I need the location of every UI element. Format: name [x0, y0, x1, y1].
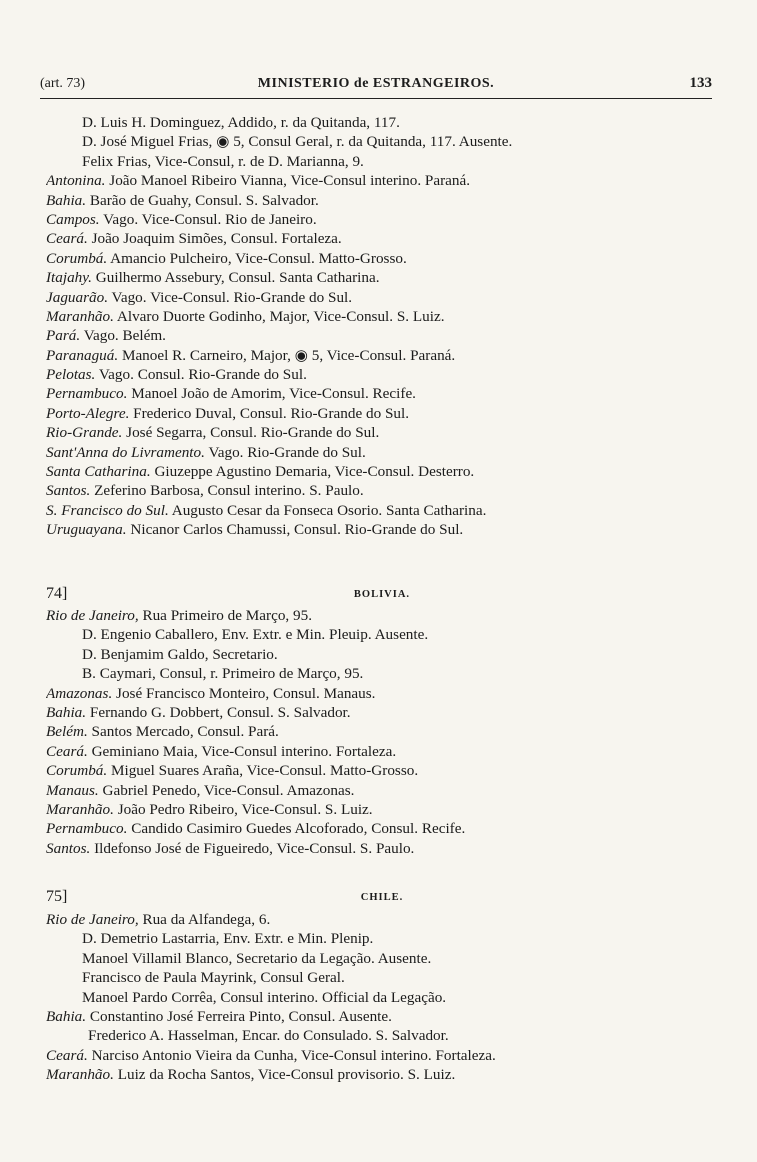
entry-line	[46, 664, 718, 683]
entry-line	[46, 684, 718, 703]
entry-text: Alvaro Duorte Godinho, Major, Vice-Consul. S. Luiz.	[116, 307, 445, 325]
entry-line	[46, 268, 718, 287]
place-label: Manaus.	[46, 781, 99, 799]
place-label: Antonina.	[46, 172, 106, 190]
entry-line	[46, 346, 718, 365]
section-title: BOLIVIA.	[353, 589, 411, 600]
entry-text: D. Luis H. Dominguez, Addido, r. da Quitanda, 117.	[82, 114, 400, 131]
entry-line	[46, 1065, 718, 1084]
entry-line	[46, 1026, 718, 1045]
section-number: 74]	[46, 585, 68, 602]
entry-line	[46, 501, 718, 520]
place-label: Campos.	[46, 210, 100, 228]
place-label: Ceará.	[46, 742, 88, 760]
entry-line	[46, 404, 718, 423]
entry-line	[46, 307, 718, 326]
entry-line	[46, 229, 718, 248]
place-label: Maranhão.	[46, 1066, 114, 1084]
entry-line	[46, 384, 718, 403]
place-label: Santos.	[46, 482, 91, 500]
entry-line	[46, 910, 718, 929]
entry-text: Gabriel Penedo, Vice-Consul. Amazonas.	[102, 781, 355, 799]
entry-text: Francisco de Paula Mayrink, Consul Geral.	[82, 969, 345, 987]
entry-text: Vago. Vice-Consul. Rio-Grande do Sul.	[111, 288, 353, 306]
entry-text: Giuzeppe Agustino Demaria, Vice-Consul. Desterro.	[154, 463, 475, 481]
entry-text: João Pedro Ribeiro, Vice-Consul. S. Luiz.	[117, 800, 373, 818]
entry-text: Manoel Pardo Corrêa, Consul interino. Official da Legação.	[82, 988, 447, 1006]
article-ref: (art. 73)	[40, 76, 86, 91]
entry-text: Narciso Antonio Vieira da Cunha, Vice-Consul interino. Fortaleza.	[91, 1046, 496, 1064]
entry-text: Vago. Consul. Rio-Grande do Sul.	[98, 366, 307, 384]
entry-text: Vago. Vice-Consul. Rio de Janeiro.	[103, 210, 317, 228]
place-label: Corumbá.	[46, 762, 108, 780]
place-label: Ceará.	[46, 1046, 88, 1064]
place-label: Porto-Alegre.	[46, 404, 130, 422]
entry-line	[46, 819, 718, 838]
section-74-heading	[46, 583, 718, 607]
page-header	[40, 72, 712, 99]
place-label: S. Francisco do Sul.	[46, 501, 169, 519]
entry-line	[46, 288, 718, 307]
entry-text: Barão de Guahy, Consul. S. Salvador.	[89, 191, 319, 209]
entry-text: Nicanor Carlos Chamussi, Consul. Rio-Grande do Sul.	[130, 521, 464, 539]
entry-line	[46, 625, 718, 644]
entry-text: Luiz da Rocha Santos, Vice-Consul provisorio. S. Luiz.	[117, 1066, 456, 1084]
place-label: Pernambuco.	[46, 820, 128, 838]
entry-line	[46, 742, 718, 761]
entry-line	[46, 210, 718, 229]
entry-line	[46, 520, 718, 539]
place-label: Rio de Janeiro,	[46, 607, 139, 624]
entry-text: Ildefonso José de Figueiredo, Vice-Consul. S. Paulo.	[94, 839, 415, 857]
entry-text: Santos Mercado, Consul. Pará.	[91, 723, 279, 741]
entry-text: Amancio Pulcheiro, Vice-Consul. Matto-Grosso.	[110, 249, 407, 267]
entry-text: Rua Primeiro de Março, 95.	[142, 607, 313, 624]
place-label: Amazonas.	[46, 684, 113, 702]
entry-line	[46, 365, 718, 384]
entry-text: Vago. Rio-Grande do Sul.	[208, 443, 366, 461]
entry-line	[46, 949, 718, 968]
entry-text: D. José Miguel Frias, ◉ 5, Consul Geral, r. da Quitanda, 117. Ausente.	[82, 133, 513, 151]
entry-text: B. Caymari, Consul, r. Primeiro de Março, 95.	[82, 665, 364, 683]
page-number: 133	[689, 75, 712, 91]
entry-line	[46, 703, 718, 722]
place-label: Jaguarão.	[46, 288, 109, 306]
entry-line	[46, 191, 718, 210]
entry-text: João Manoel Ribeiro Vianna, Vice-Consul interino. Paraná.	[109, 172, 471, 190]
place-label: Bahia.	[46, 703, 87, 721]
entry-text: Augusto Cesar da Fonseca Osorio. Santa Catharina.	[171, 501, 487, 519]
entry-text: José Segarra, Consul. Rio-Grande do Sul.	[126, 424, 380, 442]
place-label: Santa Catharina.	[46, 463, 151, 481]
place-label: Pernambuco.	[46, 385, 128, 403]
place-label: Maranhão.	[46, 800, 114, 818]
entry-line	[46, 152, 718, 171]
place-label: Rio-Grande.	[46, 424, 123, 442]
entry-text: Constantino José Ferreira Pinto, Consul. Ausente.	[89, 1007, 392, 1025]
entry-line	[46, 171, 718, 190]
place-label: Corumbá.	[46, 249, 108, 267]
entry-line	[46, 443, 718, 462]
entry-line	[46, 1046, 718, 1065]
place-label: Santos.	[46, 839, 91, 857]
entry-line	[46, 113, 718, 132]
entry-text: Geminiano Maia, Vice-Consul interino. Fortaleza.	[91, 742, 397, 760]
entry-text: Candido Casimiro Guedes Alcoforado, Consul. Recife.	[131, 820, 466, 838]
entry-text: Manoel R. Carneiro, Major, ◉ 5, Vice-Consul. Paraná.	[121, 346, 456, 364]
entry-line	[46, 606, 718, 625]
running-title: MINISTERIO de ESTRANGEIROS.	[257, 76, 495, 91]
entry-text: D. Engenio Caballero, Env. Extr. e Min. Pleuip. Ausente.	[82, 626, 429, 644]
place-label: Bahia.	[46, 1007, 87, 1025]
entry-line	[46, 781, 718, 800]
entry-line	[46, 800, 718, 819]
entry-line	[46, 761, 718, 780]
entry-text: Zeferino Barbosa, Consul interino. S. Paulo.	[94, 482, 364, 500]
entry-text: Manoel João de Amorim, Vice-Consul. Recife.	[131, 385, 416, 403]
entry-line	[46, 722, 718, 741]
place-label: Pelotas.	[46, 366, 96, 384]
place-label: Rio de Janeiro,	[46, 911, 139, 928]
bolivia-entries	[46, 606, 718, 858]
entry-text: D. Demetrio Lastarria, Env. Extr. e Min. Plenip.	[82, 930, 374, 948]
entry-line	[46, 929, 718, 948]
place-label: Sant'Anna do Livramento.	[46, 443, 205, 461]
entry-line	[46, 481, 718, 500]
entry-line	[46, 839, 718, 858]
entry-line	[46, 1007, 718, 1026]
place-label: Paranaguá.	[46, 346, 119, 364]
place-label: Pará.	[46, 327, 81, 345]
section-title: CHILE.	[360, 892, 404, 903]
entry-line	[46, 249, 718, 268]
place-label: Bahia.	[46, 191, 87, 209]
entry-text: Fernando G. Dobbert, Consul. S. Salvador.	[89, 703, 351, 721]
entry-text: Frederico A. Hasselman, Encar. do Consulado. S. Salvador.	[88, 1027, 449, 1045]
entry-line	[46, 326, 718, 345]
section-number: 75]	[46, 888, 68, 905]
entry-text: Rua da Alfandega, 6.	[142, 911, 271, 928]
place-label: Itajahy.	[46, 269, 92, 287]
entry-text: Miguel Suares Araña, Vice-Consul. Matto-Grosso.	[110, 762, 419, 780]
section-75-heading	[46, 886, 718, 910]
place-label: Uruguayana.	[46, 521, 127, 539]
place-label: Belém.	[46, 723, 88, 741]
place-label: Maranhão.	[46, 307, 114, 325]
entry-line	[46, 968, 718, 987]
entry-text: Felix Frias, Vice-Consul, r. de D. Marianna, 9.	[82, 152, 364, 170]
entry-line	[46, 988, 718, 1007]
entry-text: Manoel Villamil Blanco, Secretario da Legação. Ausente.	[82, 949, 432, 967]
entry-text: José Francisco Monteiro, Consul. Manaus.	[116, 684, 376, 702]
chile-entries	[46, 910, 718, 1085]
entry-line	[46, 645, 718, 664]
entry-line	[46, 132, 718, 151]
entry-text: João Joaquim Simões, Consul. Fortaleza.	[91, 230, 342, 248]
entry-text: Vago. Belém.	[83, 327, 166, 345]
entry-text: D. Benjamim Galdo, Secretario.	[82, 645, 278, 663]
entry-line	[46, 423, 718, 442]
argentina-entries	[46, 113, 718, 540]
place-label: Ceará.	[46, 230, 88, 248]
entry-text: Frederico Duval, Consul. Rio-Grande do Sul.	[133, 404, 410, 422]
entry-text: Guilhermo Assebury, Consul. Santa Catharina.	[95, 269, 380, 287]
entry-line	[46, 462, 718, 481]
